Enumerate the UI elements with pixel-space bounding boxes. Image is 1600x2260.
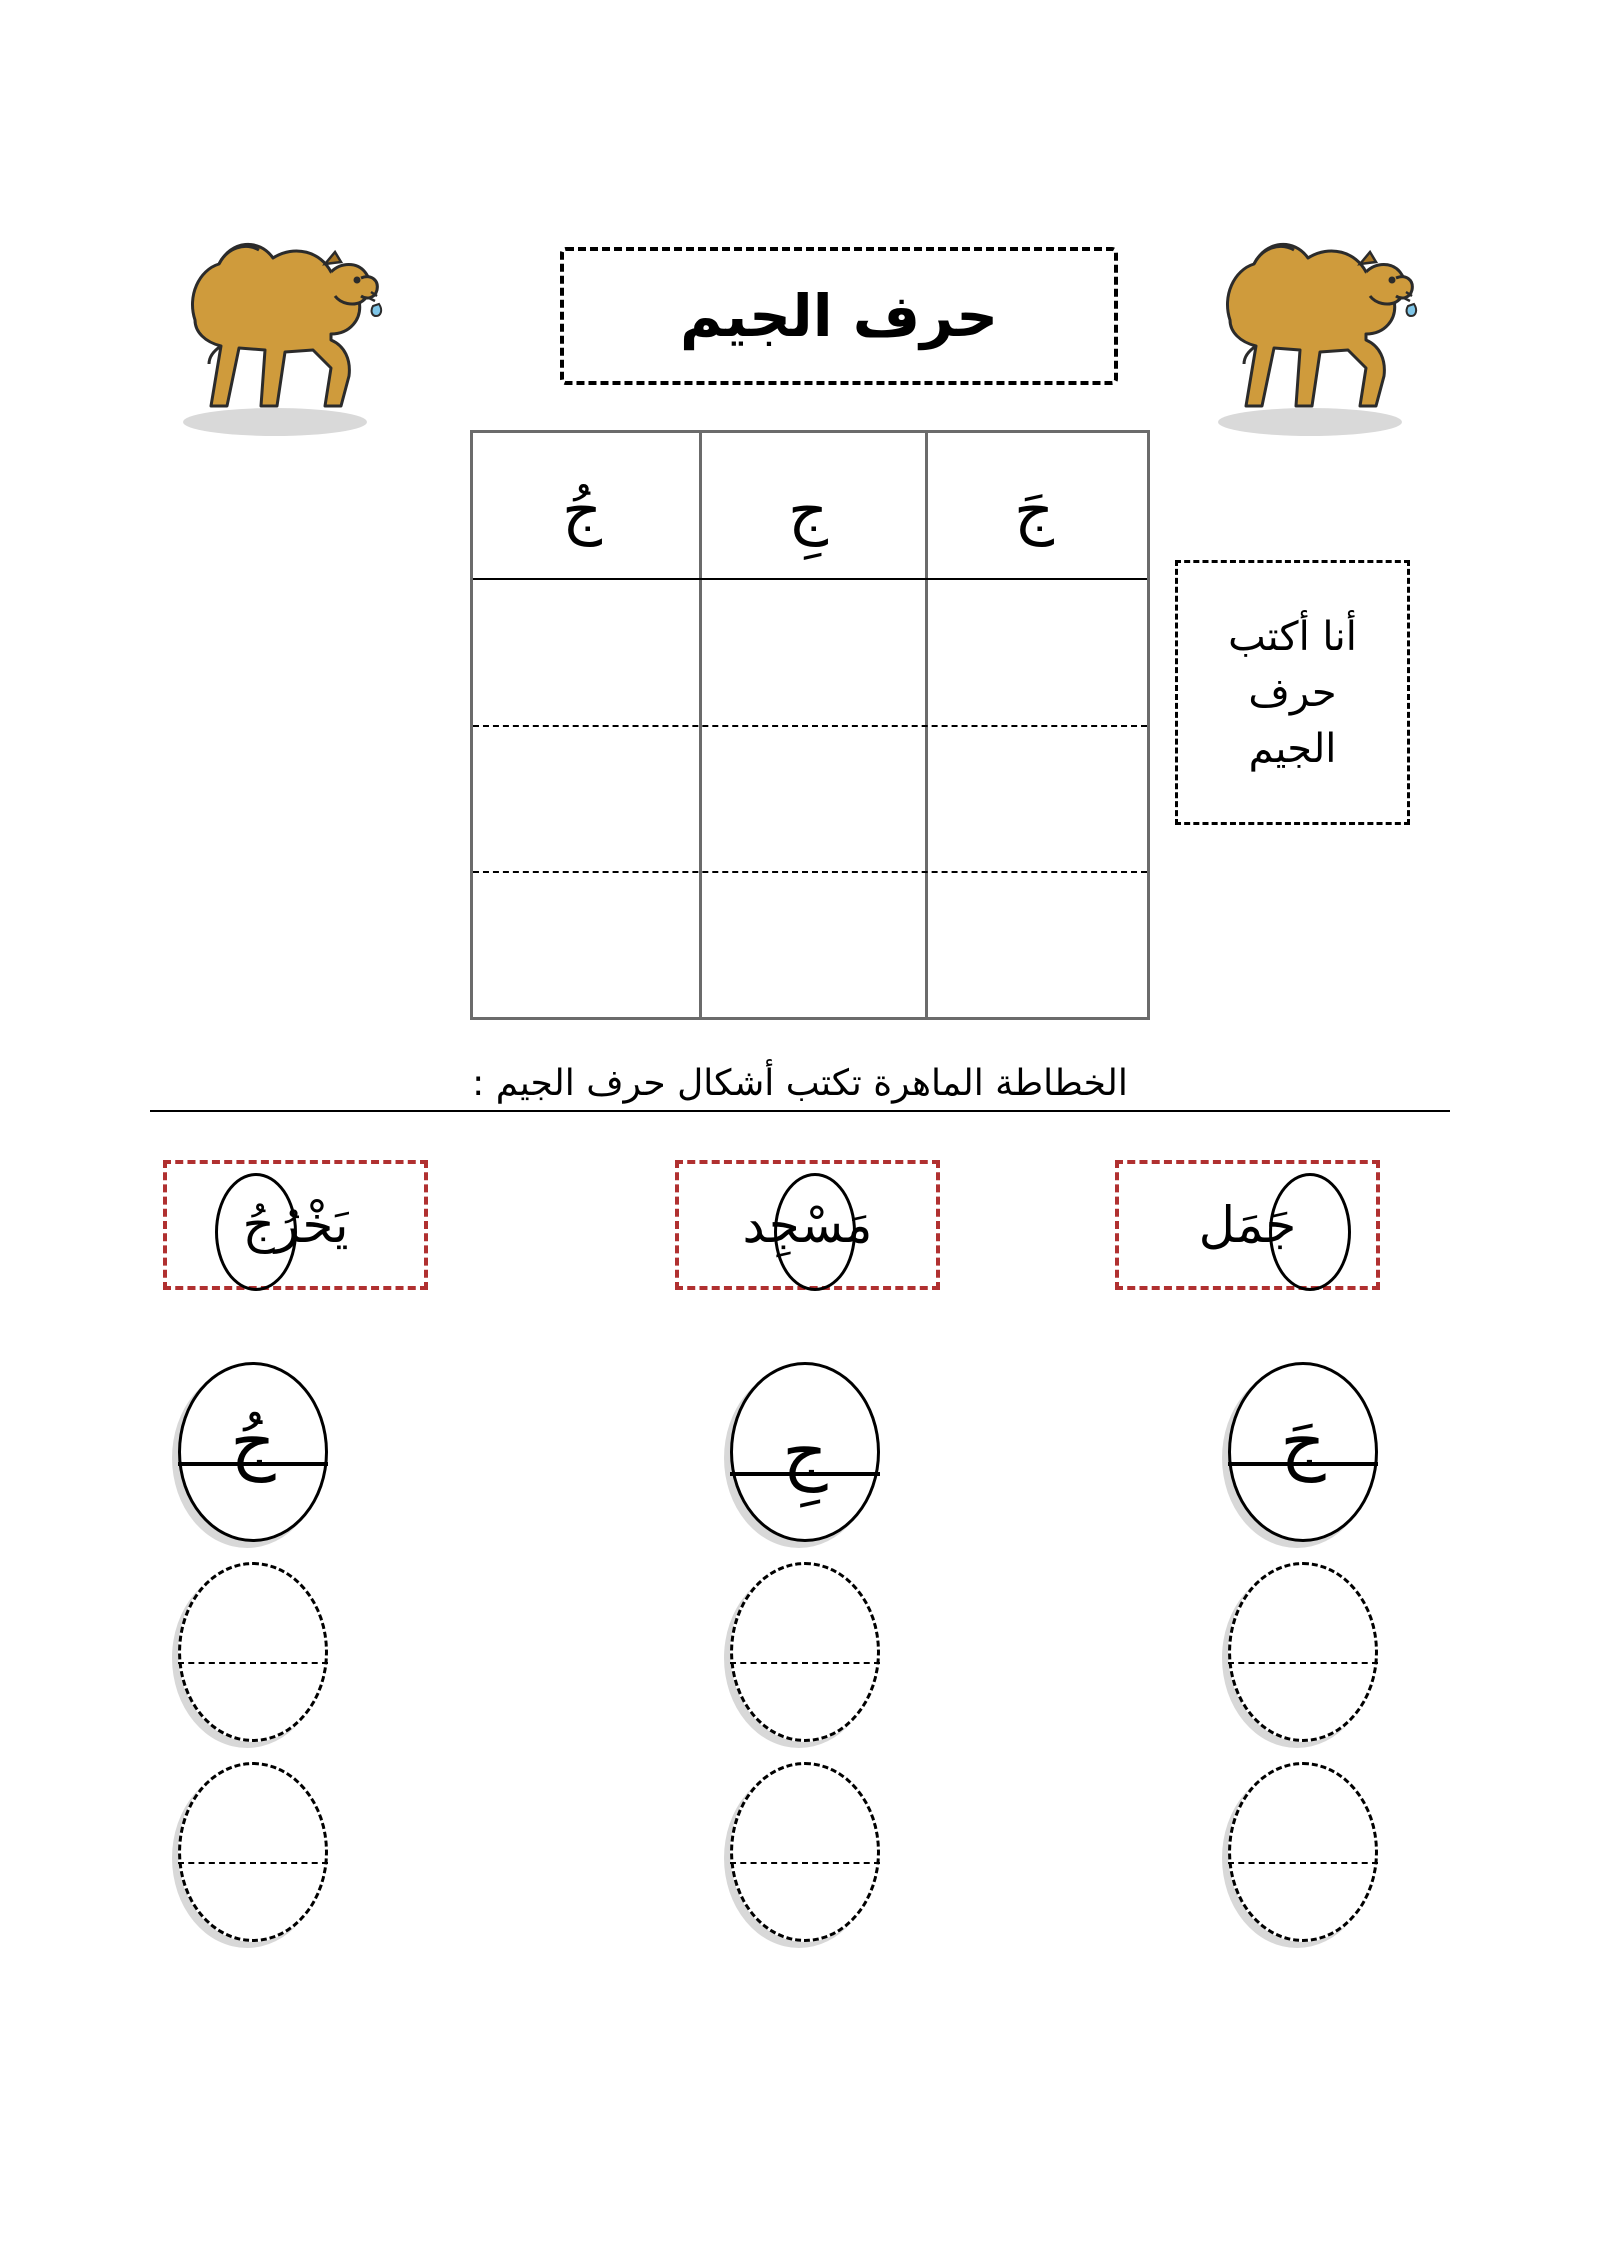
practice-letter-c1: جَ [1280, 1401, 1326, 1483]
oval-baseline-c1-r2 [1228, 1662, 1378, 1664]
page-title: حرف الجيم [679, 282, 999, 350]
exercise-instruction: الخطاطة الماهرة تكتب أشكال حرف الجيم : [150, 1063, 1450, 1112]
oval-baseline-c2-r3 [730, 1862, 880, 1864]
word-box-3 [163, 1160, 428, 1290]
practice-letter-c3: جُ [230, 1401, 276, 1483]
word-box-1 [1115, 1160, 1380, 1290]
oval-baseline-c1-r3 [1228, 1862, 1378, 1864]
grid-row-line-2 [473, 725, 1147, 727]
oval-baseline-c3-r3 [178, 1862, 328, 1864]
word-text-3: يَخْرُجُ [242, 1196, 349, 1254]
practice-oval-c1-r2[interactable] [1228, 1562, 1378, 1742]
word-text-2: مَسْجِد [742, 1196, 873, 1254]
oval-baseline-c3-r1 [178, 1462, 328, 1466]
grid-letter-fatha: جَ [1013, 473, 1055, 547]
grid-letter-kasra: جِ [787, 473, 829, 547]
grid-letter-damma: جُ [561, 473, 603, 547]
writing-grid [470, 430, 1150, 1020]
practice-oval-c1-r3[interactable] [1228, 1762, 1378, 1942]
oval-baseline-c2-r1 [730, 1472, 880, 1476]
page-title-box [560, 247, 1118, 385]
practice-oval-c3-r2[interactable] [178, 1562, 328, 1742]
grid-row-line-3 [473, 871, 1147, 873]
practice-letter-c2: جِ [782, 1411, 828, 1493]
note-line-1: أنا أكتب [1228, 613, 1357, 660]
grid-row-line-1 [473, 578, 1147, 580]
note-line-3: الجيم [1248, 725, 1337, 772]
practice-oval-c2-r3[interactable] [730, 1762, 880, 1942]
camel-illustration-left [135, 200, 395, 450]
practice-oval-c2-r2[interactable] [730, 1562, 880, 1742]
word-text-1: جَمَل [1198, 1196, 1297, 1254]
note-line-2: حرف [1248, 669, 1337, 716]
word-box-2 [675, 1160, 940, 1290]
oval-baseline-c1-r1 [1228, 1462, 1378, 1466]
camel-illustration-right [1170, 200, 1430, 450]
practice-oval-c3-r3[interactable] [178, 1762, 328, 1942]
oval-baseline-c3-r2 [178, 1662, 328, 1664]
oval-baseline-c2-r2 [730, 1662, 880, 1664]
instruction-note-box [1175, 560, 1410, 825]
